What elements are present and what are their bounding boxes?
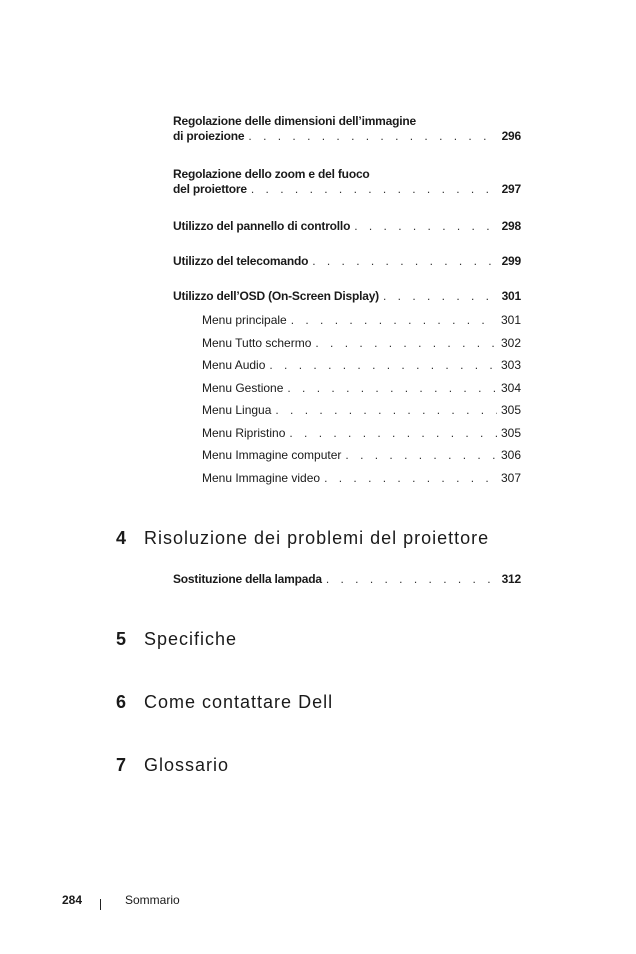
toc-entry-control-panel[interactable] bbox=[173, 219, 521, 234]
toc-subentry-audio-menu[interactable] bbox=[202, 358, 521, 373]
chapter-title: Glossario bbox=[144, 755, 230, 775]
toc-subentry-label: Menu Audio bbox=[202, 358, 266, 372]
toc-entry-label: Sostituzione della lampada bbox=[173, 572, 322, 586]
toc-page-number: 299 bbox=[501, 254, 521, 268]
chapter-number: 5 bbox=[116, 629, 127, 649]
dot-leader bbox=[251, 182, 497, 197]
toc-page-number: 297 bbox=[501, 182, 521, 196]
toc-subentry-label: Menu Lingua bbox=[202, 403, 272, 417]
footer-section-title: Sommario bbox=[125, 893, 180, 907]
toc-page-number: 306 bbox=[500, 448, 521, 462]
dot-leader bbox=[291, 313, 497, 328]
toc-entry-label: Utilizzo del pannello di controllo bbox=[173, 219, 351, 233]
toc-subentry-language-menu[interactable] bbox=[202, 403, 521, 418]
toc-entry-lamp-replacement[interactable] bbox=[173, 572, 521, 587]
dot-leader bbox=[345, 448, 497, 463]
toc-entry-label: del proiettore bbox=[173, 182, 247, 196]
dot-leader bbox=[326, 572, 497, 587]
toc-page-number: 302 bbox=[500, 336, 521, 350]
chapter-number: 7 bbox=[116, 755, 127, 775]
toc-entry-label: Utilizzo dell’OSD (On-Screen Display) bbox=[173, 289, 379, 303]
toc-page-number: 305 bbox=[500, 403, 521, 417]
toc-entry-line1: Regolazione delle dimensioni dell’immagine bbox=[173, 114, 416, 128]
toc-subentry-label: Menu Immagine computer bbox=[202, 448, 342, 462]
toc-page-number: 303 bbox=[500, 358, 521, 372]
chapter-heading-glossary[interactable] bbox=[116, 754, 536, 776]
toc-page-number: 298 bbox=[501, 219, 521, 233]
toc-entry-image-size[interactable] bbox=[173, 114, 521, 144]
toc-entry-line1: Regolazione dello zoom e del fuoco bbox=[173, 167, 370, 181]
dot-leader bbox=[383, 289, 497, 304]
chapter-title: Risoluzione dei problemi del proiettore bbox=[144, 528, 490, 548]
page-footer bbox=[62, 893, 180, 908]
toc-subentry-reset-menu[interactable] bbox=[202, 426, 521, 441]
toc-subentry-main-menu[interactable] bbox=[202, 313, 521, 328]
toc-page-number: 305 bbox=[500, 426, 521, 440]
toc-subentry-computer-image-menu[interactable] bbox=[202, 448, 521, 463]
chapter-heading-contact-dell[interactable] bbox=[116, 691, 536, 713]
toc-subentry-label: Menu principale bbox=[202, 313, 287, 327]
toc-entry-osd[interactable] bbox=[173, 289, 521, 304]
toc-subentry-label: Menu Gestione bbox=[202, 381, 284, 395]
toc-page-number: 301 bbox=[500, 313, 521, 327]
chapter-title: Come contattare Dell bbox=[144, 692, 334, 712]
toc-entry-label: di proiezione bbox=[173, 129, 245, 143]
dot-leader bbox=[289, 426, 497, 441]
dot-leader bbox=[312, 254, 497, 269]
toc-entry-remote[interactable] bbox=[173, 254, 521, 269]
chapter-heading-specifications[interactable] bbox=[116, 628, 536, 650]
toc-subentry-fullscreen-menu[interactable] bbox=[202, 336, 521, 351]
chapter-heading-troubleshooting[interactable] bbox=[116, 527, 536, 549]
footer-divider bbox=[100, 899, 101, 910]
dot-leader bbox=[354, 219, 497, 234]
dot-leader bbox=[248, 129, 497, 144]
chapter-number: 6 bbox=[116, 692, 127, 712]
toc-subentry-label: Menu Ripristino bbox=[202, 426, 286, 440]
dot-leader bbox=[275, 403, 497, 418]
chapter-number: 4 bbox=[116, 528, 127, 548]
toc-page-number: 307 bbox=[500, 471, 521, 485]
toc-subentry-label: Menu Immagine video bbox=[202, 471, 321, 485]
toc-subentry-management-menu[interactable] bbox=[202, 381, 521, 396]
dot-leader bbox=[315, 336, 497, 351]
dot-leader bbox=[269, 358, 497, 373]
toc-subentry-video-image-menu[interactable] bbox=[202, 471, 521, 486]
toc-entry-label: Utilizzo del telecomando bbox=[173, 254, 309, 268]
toc-page-number: 304 bbox=[500, 381, 521, 395]
footer-page-number: 284 bbox=[62, 893, 83, 907]
dot-leader bbox=[287, 381, 497, 396]
dot-leader bbox=[324, 471, 497, 486]
toc-subentry-label: Menu Tutto schermo bbox=[202, 336, 312, 350]
toc-page-number: 312 bbox=[501, 572, 521, 586]
toc-entry-zoom-focus[interactable] bbox=[173, 167, 521, 197]
toc-page-number: 296 bbox=[501, 129, 521, 143]
chapter-title: Specifiche bbox=[144, 629, 238, 649]
toc-page-number: 301 bbox=[501, 289, 521, 303]
